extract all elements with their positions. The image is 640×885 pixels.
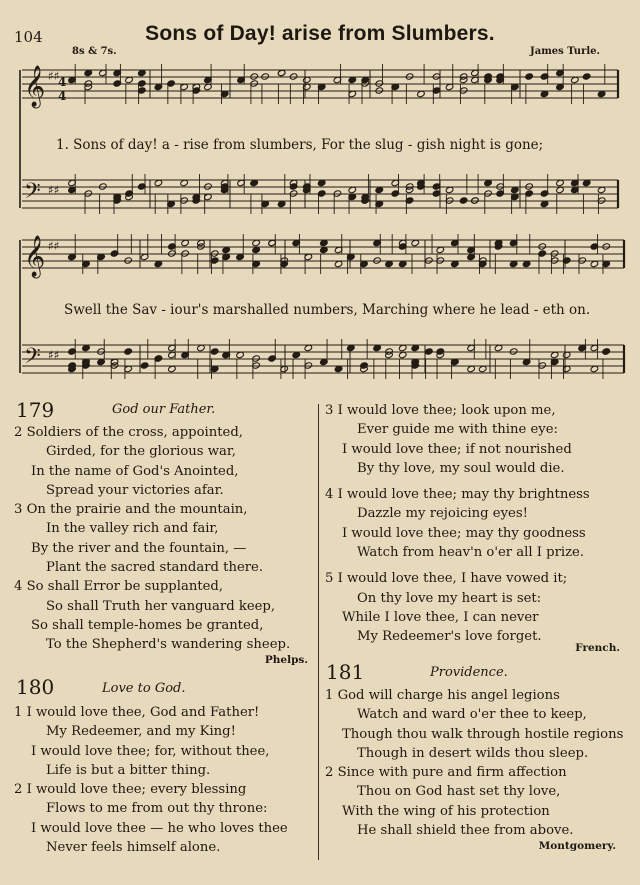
verse-line: By the river and the fountain, — (31, 540, 247, 556)
treble-clef-icon: 𝄞 (24, 66, 46, 107)
note-head (124, 348, 133, 355)
meter-label: 8s & 7s. (72, 46, 117, 57)
note-head (140, 362, 149, 369)
note-head (375, 87, 384, 94)
music-score (0, 0, 640, 400)
hymn-number: 179 (16, 398, 55, 422)
verse-line: Thou on God hast set thy love, (357, 784, 561, 800)
verse-line: Watch from heav'n o'er all I prize. (357, 545, 585, 561)
bass-clef-icon: 𝄢 (24, 179, 41, 209)
verse-line: My Redeemer's love forget. (357, 629, 542, 645)
hymn-181-heading (326, 660, 364, 684)
verse-line: 5 I would love thee, I have vowed it; (325, 571, 568, 587)
verse-line: 1 God will charge his angel legions (325, 688, 560, 703)
time-signature: 4 (58, 75, 67, 89)
note-head (509, 348, 518, 355)
hymn-181-credit: Montgomery. (538, 840, 616, 852)
verse-line: Dazzle my rejoicing eyes! (357, 506, 528, 522)
verse-line: He shall shield thee from above. (357, 823, 574, 839)
verse-line: So shall Truth her vanguard keep, (46, 598, 276, 614)
verse-line: Never feels himself alone. (46, 840, 221, 856)
verse-line: To the Shepherd's wandering sheep. (46, 637, 291, 653)
note-head (261, 73, 270, 80)
note-head (525, 73, 534, 80)
note-head (99, 183, 108, 190)
verse-line: I would love thee; if not nourished (342, 441, 572, 457)
verse-line: 2 I would love thee; every blessing (14, 782, 247, 798)
note-head (425, 348, 434, 355)
verse-line: Though in desert wilds thou sleep. (357, 745, 589, 761)
hymn-180-continuation (325, 401, 590, 647)
hymn-179-text (14, 423, 290, 655)
note-head (289, 73, 298, 80)
verse-line: 4 So shall Error be supplanted, (14, 579, 224, 595)
sharp-icon: ♯♯ (48, 348, 60, 362)
hymn-179-subtitle: God our Father. (112, 402, 216, 417)
column-divider (318, 404, 319, 860)
note-head (432, 73, 441, 80)
hymn-180-credit: French. (575, 642, 620, 654)
note-head (602, 348, 611, 355)
note-head (405, 73, 414, 80)
verse-line: Life is but a bitter thing. (46, 762, 211, 778)
note-head (602, 243, 611, 250)
verse-line: Girded, for the glorious war, (46, 444, 236, 460)
verse-line: In the name of God's Anointed, (31, 463, 239, 479)
verse-line: On thy love my heart is set: (357, 590, 542, 606)
verse-line: Though thou walk through hostile regions (342, 726, 624, 742)
note-head (582, 73, 591, 80)
note-head (250, 73, 259, 80)
hymn-181-subtitle: Providence. (430, 665, 508, 680)
hymn-number: 181 (326, 660, 365, 684)
bass-clef-icon: 𝄢 (24, 344, 41, 374)
verse-line: 2 Since with pure and firm affection (325, 765, 567, 781)
hymn-179-credit: Phelps. (264, 654, 308, 666)
hymn-180-subtitle: Love to God. (102, 681, 186, 696)
note-head (204, 183, 213, 190)
sharp-icon: ♯♯ (48, 239, 60, 253)
hymn-number: 180 (16, 675, 55, 699)
verse-line: Watch and ward o'er thee to keep, (357, 707, 587, 723)
music-lyric-line-2: Swell the Sav - iour's marshalled numbers, Marching where he lead - eth on. (64, 302, 591, 318)
verse-line: 3 I would love thee; look upon me, (325, 403, 556, 418)
verse-line: In the valley rich and fair, (46, 521, 219, 537)
verse-line: 2 Soldiers of the cross, appointed, (14, 425, 243, 440)
hymn-title: Sons of Day! arise from Slumbers. (145, 22, 495, 45)
note-head (538, 243, 547, 250)
verse-line: 4 I would love thee; may thy brightness (325, 487, 590, 503)
note-head (210, 348, 219, 355)
verse-line: Ever guide me with thine eye: (357, 422, 558, 438)
treble-clef-icon: 𝄞 (24, 236, 46, 277)
hymn-180-text (14, 703, 288, 857)
verse-line: With the wing of his protection (342, 803, 550, 819)
verse-line: I would love thee — he who loves thee (31, 820, 288, 836)
verse-line: While I love thee, I can never (342, 609, 539, 625)
verse-line: Plant the sacred standard there. (46, 560, 264, 576)
note-head (525, 183, 534, 190)
verse-line: 1 I would love thee, God and Father! (14, 705, 260, 720)
note-head (373, 257, 382, 264)
sharp-icon: ♯♯ (48, 183, 60, 197)
verse-line: By thy love, my soul would die. (357, 460, 565, 476)
note-head (471, 197, 480, 204)
hymn-180-heading (16, 675, 54, 699)
verse-line: Spread your victories afar. (46, 482, 224, 498)
verse-line: 3 On the prairie and the mountain, (14, 502, 248, 518)
verse-line: I would love thee; may thy goodness (342, 525, 586, 541)
time-signature: 4 (58, 89, 67, 103)
note-head (425, 257, 434, 264)
verse-line: Flows to me from out thy throne: (46, 801, 268, 817)
verse-line: I would love thee; for, without thee, (31, 743, 270, 759)
sharp-icon: ♯♯ (48, 69, 60, 83)
verse-line: My Redeemer, and my King! (46, 724, 236, 740)
verse-line: So shall temple-homes be granted, (31, 617, 264, 633)
composer-label: James Turle. (530, 46, 600, 57)
music-lyric-line-1: 1. Sons of day! a - rise from slumbers, For the slug - gish night is gone; (56, 137, 544, 153)
note-head (459, 197, 468, 204)
hymn-181-text (325, 686, 623, 840)
note-head (124, 257, 133, 264)
page-number: 104 (14, 28, 43, 46)
hymn-179-heading (16, 398, 54, 422)
